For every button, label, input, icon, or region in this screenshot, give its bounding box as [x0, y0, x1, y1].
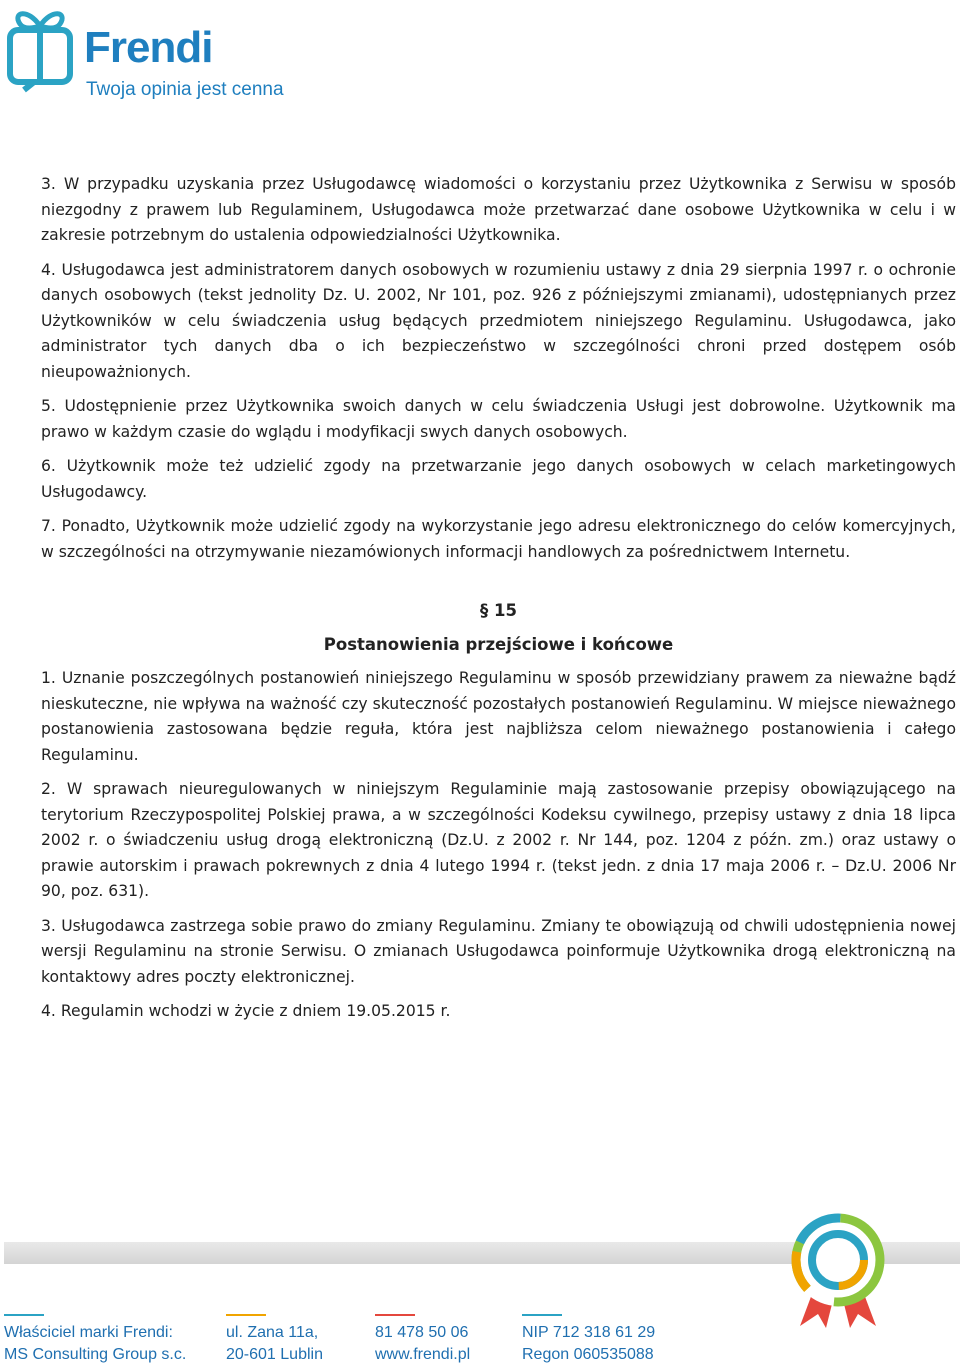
- paragraph-number: 4.: [41, 260, 56, 279]
- logo-tagline: Twoja opinia jest cenna: [86, 79, 284, 100]
- paragraph-text: Regulamin wchodzi w życie z dniem 19.05.2015 r.: [60, 1002, 451, 1020]
- footer-accent: [4, 1314, 44, 1316]
- frendi-logo: [4, 4, 294, 104]
- footer-accent: [375, 1314, 415, 1316]
- paragraph-number: 6.: [41, 457, 56, 475]
- paragraph-text: W przypadku uzyskania przez Usługodawcę wiadomości o korzystaniu przez Użytkownika z Serwisu w sposób niezgodny z prawem lub Regulaminem, Usługodawca może przetwarzać dane osobowe Użytkownika w celu i w zakresie potrzebnym do ustalenia odpowiedzialności Użytkownika.: [41, 175, 956, 244]
- footer-owner-line2: MS Consulting Group s.c.: [4, 1346, 187, 1363]
- paragraph-number: 2.: [41, 780, 56, 798]
- paragraph-number: 1.: [41, 669, 56, 687]
- paragraph-7: [41, 514, 956, 565]
- footer-owner-line1: Właściciel marki Frendi:: [4, 1324, 173, 1341]
- paragraph-text: Usługodawca zastrzega sobie prawo do zmiany Regulaminu. Zmiany te obowiązują od chwili udostępnienia nowej wersji Regulaminu na stronie Serwisu. O zmianach Usługodawca poinformuje Użytkownika drogą elektroniczną na kontaktowy adres poczty elektronicznej.: [41, 916, 956, 986]
- paragraph-1: [41, 666, 956, 768]
- paragraph-text: Uznanie poszczególnych postanowień niniejszego Regulaminu w sposób przewidziany prawem za nieważne bądź nieskuteczne, nie wpływa na ważność czy skuteczność pozostałych postanowień Regulaminu. W miejsce nieważnego postanowienia zastosowana będzie reguła, która jest najbliższa celom nieważnego postanowienia i całego Regulaminu.: [41, 669, 956, 764]
- paragraph-4b: [41, 999, 956, 1025]
- paragraph-4: [41, 258, 956, 386]
- paragraph-5: [41, 394, 956, 445]
- paragraph-text: Usługodawca jest administratorem danych osobowych w rozumieniu ustawy z dnia 29 sierpnia 1997 r. o ochronie danych osobowych (tekst jednolity Dz. U. 2002, Nr 101, poz. 926 z późniejszymi zmianami), udostępnianych przez Użytkowników w celu świadczenia usług będących przedmiotem niniejszego Regulaminu. Usługodawca, jako administrator tych danych dba o ich bezpieczeństwo w szczególności chroni przed dostępem osób nieupoważnionych.: [41, 260, 956, 381]
- footer-website-link[interactable]: www.frendi.pl: [375, 1346, 471, 1363]
- footer-accent: [226, 1314, 266, 1316]
- ribbon-badge-icon: [778, 1208, 898, 1328]
- section-number: § 15: [480, 601, 517, 620]
- footer-address-line2: 20-601 Lublin: [226, 1346, 323, 1363]
- logo-wordmark: Frendi: [84, 23, 213, 72]
- footer-registry: [522, 1314, 655, 1366]
- footer-regon: Regon 060535088: [522, 1346, 654, 1363]
- paragraph-text: Ponadto, Użytkownik może udzielić zgody na wykorzystanie jego adresu elektronicznego do celów komercyjnych, w szczególności na otrzymywanie niezamówionych informacji handlowych za pośrednictwem Internetu.: [41, 517, 956, 561]
- paragraph-2: [41, 777, 956, 905]
- footer-nip: NIP 712 318 61 29: [522, 1324, 656, 1341]
- paragraph-number: 5.: [41, 397, 56, 415]
- paragraph-3: [41, 172, 956, 249]
- section-title: Postanowienia przejściowe i końcowe: [323, 635, 674, 654]
- paragraph-number: 3.: [41, 916, 56, 935]
- paragraph-text: Użytkownik może też udzielić zgody na przetwarzanie jego danych osobowych w celach marketingowych Usługodawcy.: [41, 457, 956, 501]
- gift-box-icon: [4, 4, 76, 94]
- paragraph-number: 7.: [41, 517, 56, 535]
- footer-address: [226, 1314, 323, 1366]
- paragraph-number: 4.: [41, 1002, 56, 1020]
- footer-owner: [4, 1314, 186, 1366]
- paragraph-text: Udostępnienie przez Użytkownika swoich danych w celu świadczenia Usługi jest dobrowolne. Użytkownik ma prawo w każdym czasie do wglądu i modyfikacji swych danych osobowych.: [41, 397, 956, 441]
- footer-address-line1: ul. Zana 11a,: [226, 1324, 319, 1341]
- document-body: [41, 172, 956, 1034]
- paragraph-text: W sprawach nieuregulowanych w niniejszym Regulaminie mają zastosowanie przepisy obowiązującego na terytorium Rzeczypospolitej Polskiej prawa, a w szczególności Kodeksu cywilnego, przepisy ustawy z dnia 18 lipca 2002 r. o świadczeniu usług drogą elektroniczną (Dz.U. z 2002 r. Nr 144, poz. 1204 z późn. zm.) oraz ustawy o prawie autorskim i prawach pokrewnych z dnia 4 lutego 1994 r. (tekst jedn. z dnia 17 maja 2006 r. – Dz.U. 2006 Nr 90, poz. 631).: [41, 780, 956, 900]
- paragraph-6: [41, 454, 956, 505]
- paragraph-3b: [41, 914, 956, 991]
- footer-phone: 81 478 50 06: [375, 1324, 469, 1341]
- footer-contact: [375, 1314, 470, 1366]
- footer-accent: [522, 1314, 562, 1316]
- paragraph-number: 3.: [41, 175, 56, 193]
